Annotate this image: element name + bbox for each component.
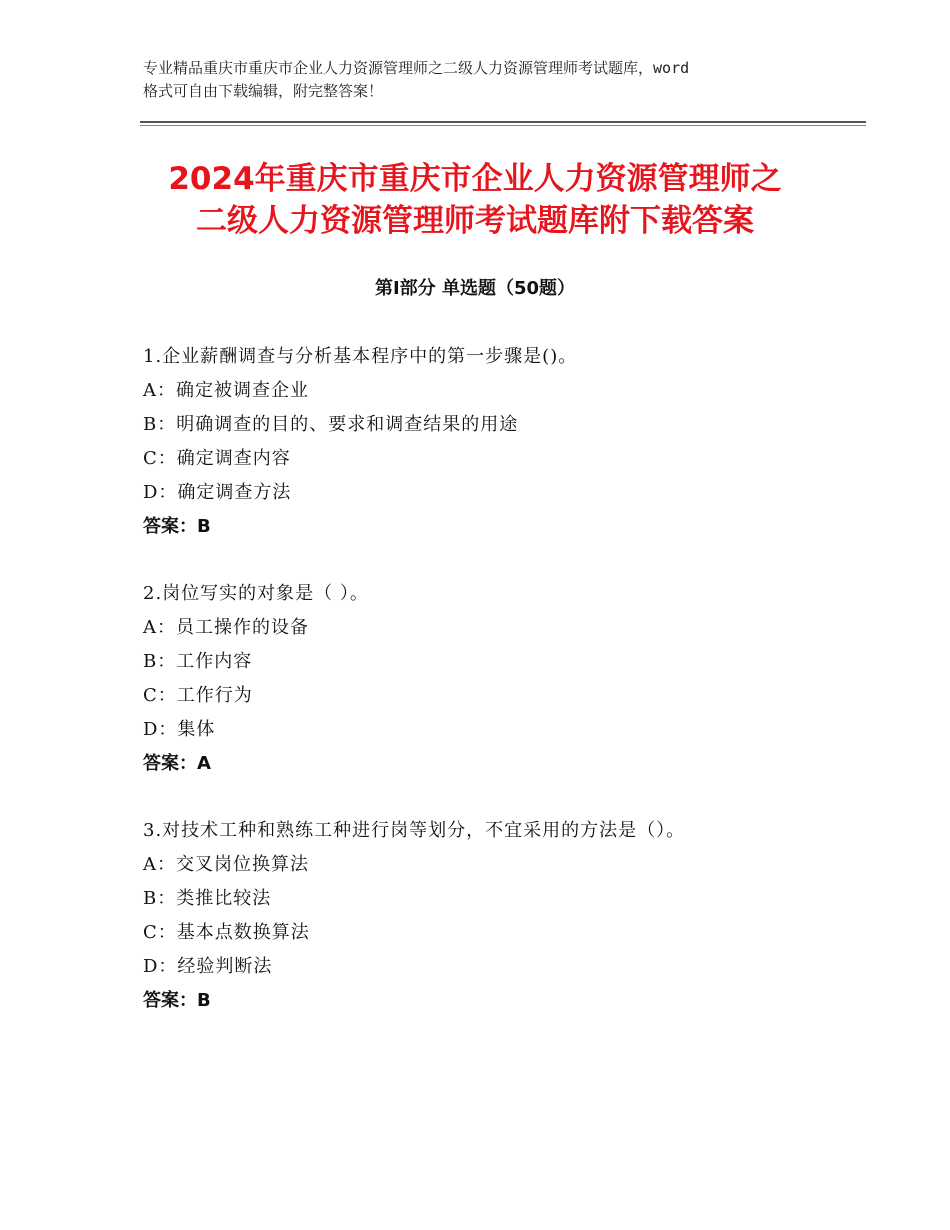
header-divider-thick [140,121,866,123]
question-stem: 1.企业薪酬调查与分析基本程序中的第一步骤是()。 [143,346,578,367]
option-a: A：交叉岗位换算法 [143,854,309,875]
option-b: B：类推比较法 [143,888,272,909]
option-c: C：基本点数换算法 [143,922,310,943]
document-title-line-2: 二级人力资源管理师考试题库附下载答案 [196,203,754,239]
question-list [143,340,843,1051]
answer: 答案：B [143,516,211,537]
option-b: B：工作内容 [143,651,253,672]
option-a: A：员工操作的设备 [143,617,309,638]
option-c: C：确定调查内容 [143,448,291,469]
option-d: D：经验判断法 [143,956,273,977]
question-stem: 3.对技术工种和熟练工种进行岗等划分，不宜采用的方法是（）。 [143,820,686,841]
option-a: A：确定被调查企业 [143,380,309,401]
option-b: B：明确调查的目的、要求和调查结果的用途 [143,414,519,435]
answer: 答案：B [143,990,211,1011]
question-stem: 2.岗位写实的对象是（ ）。 [143,583,369,604]
document-title-line-1: 2024年重庆市重庆市企业人力资源管理师之 [168,161,782,197]
question-2 [143,577,843,781]
header-divider-thin [140,125,866,126]
document-title [100,158,850,242]
header-note [143,57,823,103]
question-1 [143,340,843,544]
header-note-line-2: 格式可自由下载编辑，附完整答案！ [143,82,384,100]
question-3 [143,814,843,1018]
option-d: D：集体 [143,719,216,740]
option-d: D：确定调查方法 [143,482,292,503]
option-c: C：工作行为 [143,685,253,706]
header-note-line-1: 专业精品重庆市重庆市企业人力资源管理师之二级人力资源管理师考试题库，word [143,59,690,77]
section-heading: 第Ⅰ部分 单选题（50题） [374,278,575,299]
answer: 答案：A [143,753,211,774]
